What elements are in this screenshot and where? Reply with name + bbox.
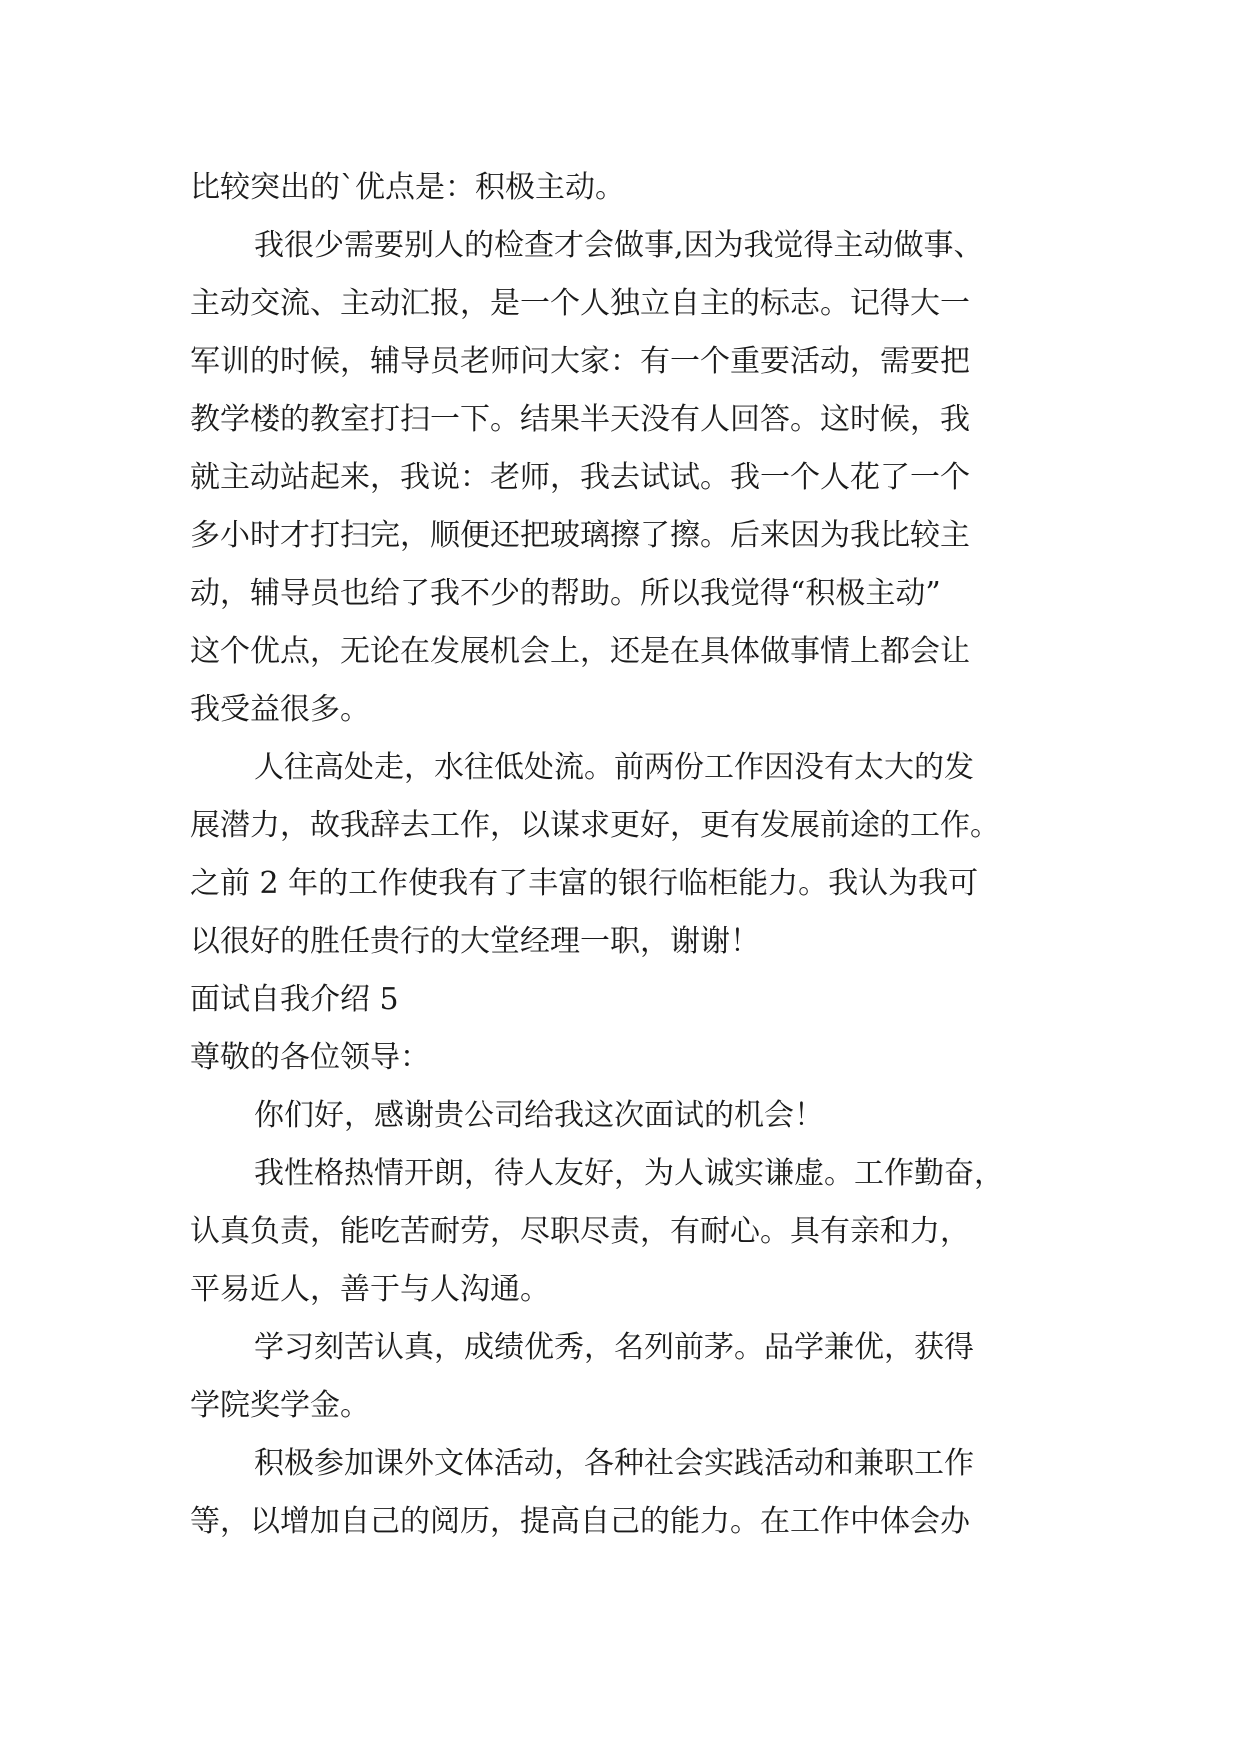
text-line: 你们好，感谢贵公司给我这次面试的机会！: [254, 1098, 824, 1133]
text-line: 就主动站起来，我说：老师，我去试试。我一个人花了一个: [190, 460, 970, 495]
text-line: 军训的时候，辅导员老师问大家：有一个重要活动，需要把: [190, 344, 970, 379]
text-line: 之前 2 年的工作使我有了丰富的银行临柜能力。我认为我可: [190, 866, 979, 901]
salutation: 尊敬的各位领导：: [190, 1040, 430, 1075]
text-line: 展潜力，故我辞去工作，以谋求更好，更有发展前途的工作。: [190, 808, 1000, 843]
text-line: 人往高处走，水往低处流。前两份工作因没有太大的发: [254, 750, 974, 785]
text-line: 认真负责，能吃苦耐劳，尽职尽责，有耐心。具有亲和力，: [190, 1214, 970, 1249]
text-line: 我受益很多。: [190, 692, 370, 727]
text-line: 以很好的胜任贵行的大堂经理一职，谢谢！: [190, 924, 760, 959]
text-line: 这个优点，无论在发展机会上，还是在具体做事情上都会让: [190, 634, 970, 669]
text-line: 主动交流、主动汇报，是一个人独立自主的标志。记得大一: [190, 286, 970, 321]
text-line: 积极参加课外文体活动，各种社会实践活动和兼职工作: [254, 1446, 974, 1481]
text-line: 比较突出的`优点是：积极主动。: [190, 170, 625, 205]
text-line: 平易近人，善于与人沟通。: [190, 1272, 550, 1307]
text-line: 等，以增加自己的阅历，提高自己的能力。在工作中体会办: [190, 1504, 970, 1539]
section-heading: 面试自我介绍 5: [190, 982, 399, 1017]
text-line: 动，辅导员也给了我不少的帮助。所以我觉得“积极主动”: [190, 576, 941, 611]
text-line: 学院奖学金。: [190, 1388, 370, 1423]
document-body: [190, 159, 1070, 1551]
text-line: 学习刻苦认真，成绩优秀，名列前茅。品学兼优，获得: [254, 1330, 974, 1365]
text-line: 我很少需要别人的检查才会做事,因为我觉得主动做事、: [254, 228, 984, 263]
text-line: 多小时才打扫完，顺便还把玻璃擦了擦。后来因为我比较主: [190, 518, 970, 553]
text-line: 我性格热情开朗，待人友好，为人诚实谦虚。工作勤奋，: [254, 1156, 1004, 1191]
text-line: 教学楼的教室打扫一下。结果半天没有人回答。这时候，我: [190, 402, 970, 437]
